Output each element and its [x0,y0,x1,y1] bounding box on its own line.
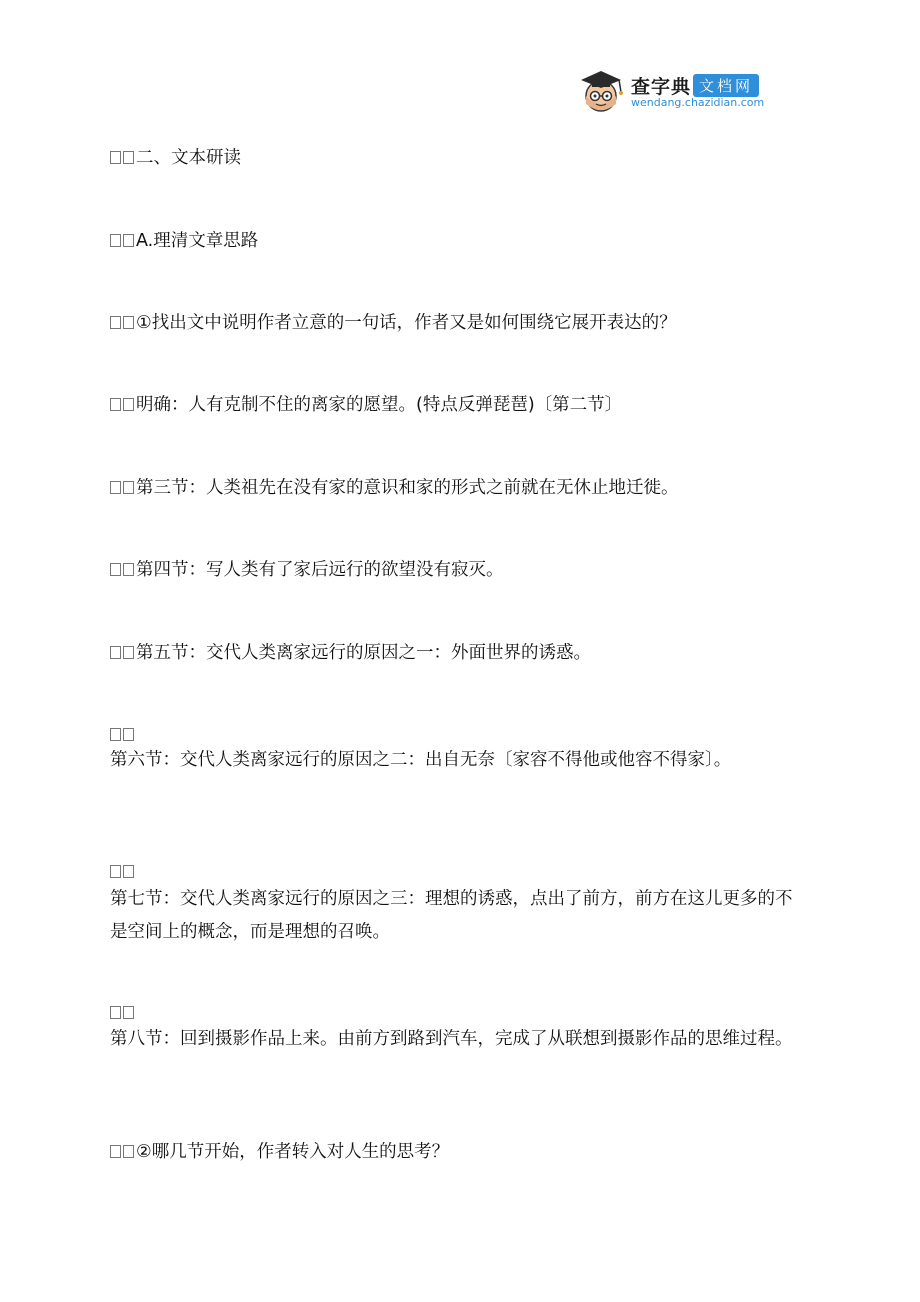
paragraph [110,1023,800,1056]
paragraph [110,389,800,422]
question-text: ②哪几节开始，作者转入对人生的思考？ [136,1142,450,1162]
answer-text: 明确：人有克制不住的离家的愿望。(特点反弹琵琶)〔第二节〕 [136,395,623,415]
logo-url: wendang.chazidian.com [631,96,765,109]
paragraph [110,225,800,258]
paragraph [110,554,800,587]
paragraph [110,307,800,340]
indent-placeholder-icon [110,307,136,340]
paragraph [110,744,800,777]
indent-placeholder-icon [110,637,136,670]
paragraph [110,637,800,670]
logo-tag: 文档网 [693,74,759,97]
body-text: 第五节：交代人类离家远行的原因之一：外面世界的诱惑。 [136,643,591,663]
indent-placeholder-icon [110,225,136,258]
subsection-heading: A.理清文章思路 [136,231,259,251]
paragraph [110,883,800,949]
indent-placeholder-icon [110,1136,136,1169]
paragraph [110,1136,800,1169]
body-text: 第七节：交代人类离家远行的原因之三：理想的诱惑，点出了前方，前方在这儿更多的不是空间上的概念，而是理想的召唤。 [110,889,793,942]
body-text: 第四节：写人类有了家后远行的欲望没有寂灭。 [136,560,504,580]
paragraph [110,142,800,175]
indent-placeholder-icon [110,142,136,175]
logo-brand: 查字典 [631,76,692,98]
paragraph [110,472,800,505]
indent-placeholder-icon [110,554,136,587]
body-text: 第六节：交代人类离家远行的原因之二：出自无奈〔家容不得他或他容不得家〕。 [110,750,732,770]
indent-placeholder-icon [110,389,136,422]
question-text: ①找出文中说明作者立意的一句话，作者又是如何围绕它展开表达的？ [136,313,677,333]
section-heading: 二、文本研读 [136,148,241,168]
body-text: 第三节：人类祖先在没有家的意识和家的形式之前就在无休止地迁徙。 [136,478,679,498]
indent-placeholder-icon [110,472,136,505]
body-text: 第八节：回到摄影作品上来。由前方到路到汽车，完成了从联想到摄影作品的思维过程。 [110,1029,793,1049]
